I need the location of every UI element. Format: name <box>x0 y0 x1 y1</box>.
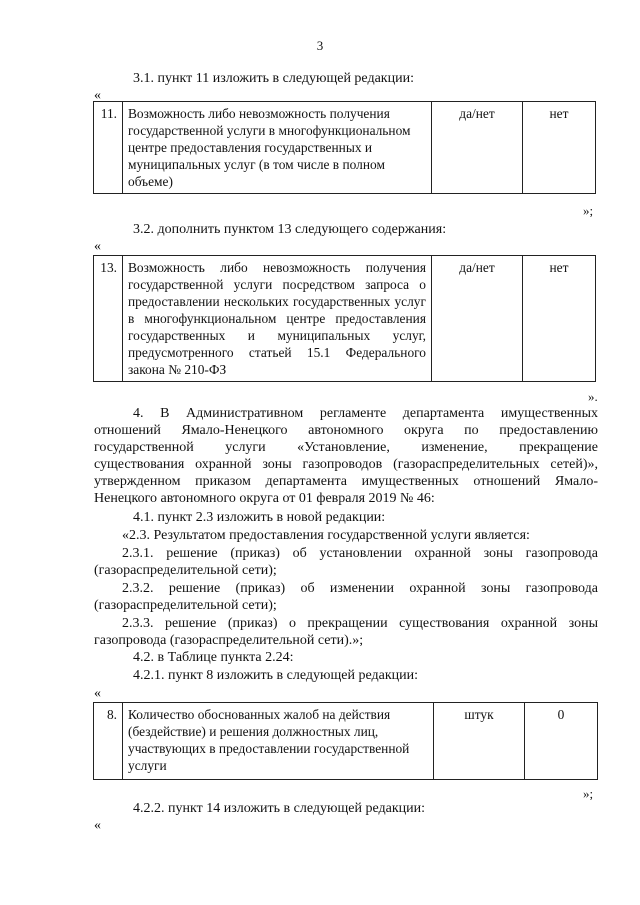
paragraph-2-3-2-cont: (газораспределительной сети); <box>94 598 277 613</box>
paragraph-2-3-1-cont: (газораспределительной сети); <box>94 563 277 578</box>
row-value: нет <box>523 102 596 194</box>
table-row <box>94 256 596 382</box>
paragraph-4-line: утвержденном приказом департамента имущественных отношений Ямало- <box>94 474 598 489</box>
paragraph-4-line: отношений Ямало-Ненецкого автономного округа по предоставлению <box>94 423 598 438</box>
paragraph-4-line: 4. В Административном регламенте департамента имущественных <box>133 406 598 421</box>
table-row <box>94 703 598 780</box>
row-number: 13. <box>94 256 123 382</box>
paragraph-2-3: «2.3. Результатом предоставления государственной услуги является: <box>122 528 530 543</box>
paragraph-3-1: 3.1. пункт 11 изложить в следующей редакции: <box>133 71 414 86</box>
row-unit: да/нет <box>432 102 523 194</box>
open-quote: « <box>94 88 101 103</box>
open-quote: « <box>94 686 101 701</box>
paragraph-4-line: Ненецкого автономного округа от 01 февраля 2019 № 46: <box>94 491 435 506</box>
row-value: нет <box>523 256 596 382</box>
paragraph-4-2: 4.2. в Таблице пункта 2.24: <box>133 650 294 665</box>
paragraph-4-line: существования охранной зоны газопроводов (газораспределительных сетей)», <box>94 457 598 472</box>
row-number: 8. <box>94 703 123 780</box>
paragraph-4-2-2: 4.2.2. пункт 14 изложить в следующей редакции: <box>133 801 425 816</box>
paragraph-2-3-3: 2.3.3. решение (приказ) о прекращении существования охранной зоны <box>122 616 598 631</box>
paragraph-3-2: 3.2. дополнить пунктом 13 следующего содержания: <box>133 222 447 237</box>
paragraph-2-3-2: 2.3.2. решение (приказ) об изменении охранной зоны газопровода <box>122 581 598 596</box>
table-item-11 <box>93 101 596 194</box>
close-quote: »; <box>583 203 594 218</box>
row-description: Количество обоснованных жалоб на действия (бездействие) и решения должностных лиц, участвующих в предоставлении государственной услуги <box>123 703 434 780</box>
close-quote: ». <box>588 389 598 404</box>
paragraph-4-1: 4.1. пункт 2.3 изложить в новой редакции: <box>133 510 386 525</box>
page-number: 3 <box>316 38 324 53</box>
row-number: 11. <box>94 102 123 194</box>
paragraph-4-line: государственной услуги «Установление, изменение, прекращение <box>94 440 598 455</box>
row-description: Возможность либо невозможность получения государственной услуги в многофункциональном центре предоставления государственных и муниципальных услуг (в том числе в полном объеме) <box>123 102 432 194</box>
table-item-8 <box>93 702 598 780</box>
table-row <box>94 102 596 194</box>
close-quote: »; <box>583 786 594 801</box>
paragraph-4-2-1: 4.2.1. пункт 8 изложить в следующей редакции: <box>133 668 418 683</box>
paragraph-2-3-1: 2.3.1. решение (приказ) об установлении охранной зоны газопровода <box>122 546 598 561</box>
row-unit: штук <box>434 703 525 780</box>
table-item-13 <box>93 255 596 382</box>
open-quote: « <box>94 818 101 833</box>
open-quote: « <box>94 239 101 254</box>
row-value: 0 <box>525 703 598 780</box>
row-description: Возможность либо невозможность получения государственной услуги посредством запроса о предоставлении нескольких государственных услуг в многофункциональном центре предоставления государственных и муниципальных услуг, предусмотренного статьей 15.1 Федерального закона № 210-ФЗ <box>123 256 432 382</box>
row-unit: да/нет <box>432 256 523 382</box>
paragraph-2-3-3-cont: газопровода (газораспределительной сети).»; <box>94 633 364 648</box>
